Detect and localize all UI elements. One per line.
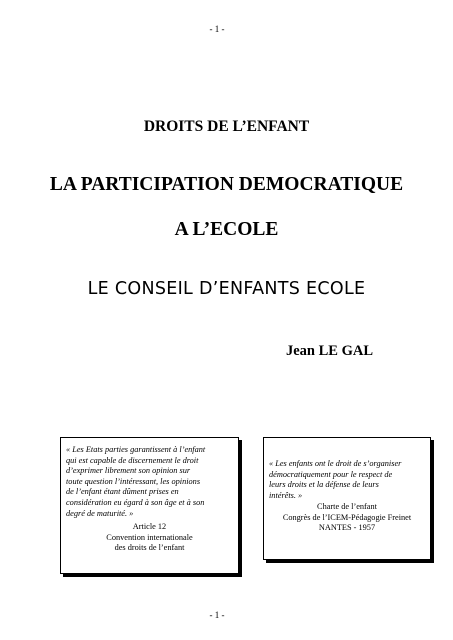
quote-left-line: d’exprimer librement son opinion sur [66, 466, 191, 476]
quote-right-line: démocratiquement pour le respect de [269, 469, 393, 479]
title-line-1: LA PARTICIPATION DEMOCRATIQUE [49, 174, 404, 195]
quote-right-line: intérêts. » [269, 490, 303, 500]
quote-box-right [263, 437, 431, 560]
quote-left-line: considération eu égard à son âge et à son [66, 497, 205, 507]
quote-left-source: des droits de l’enfant [114, 543, 185, 553]
page-number-top: - 1 - [209, 24, 225, 34]
quote-left-line: de l’enfant étant dûment prises en [66, 487, 179, 497]
quote-left-source: Article 12 [132, 522, 167, 531]
document-heading: DROITS DE L’ENFANT [143, 118, 310, 135]
quote-right-source: NANTES - 1957 [318, 523, 376, 533]
page-number-bottom: - 1 - [209, 610, 225, 620]
quote-left-line: degré de maturité. » [66, 508, 134, 518]
quote-right-source: Congrès de l’ICEM-Pédagogie Freinet [282, 512, 412, 522]
quote-left-line: toute question l’intéressant, les opinions [66, 476, 201, 486]
quote-left-line: qui est capable de discernement le droit [66, 455, 199, 465]
quote-right-source: Charte de l’enfant [317, 502, 377, 511]
quote-left-source: Convention internationale [106, 532, 193, 542]
quote-left-line: « Les Etats parties garantissent à l’enfant [66, 445, 206, 454]
quote-right-line: leurs droits et la défense de leurs [269, 480, 379, 490]
quote-right-line: « Les enfants ont le droit de s’organiser [269, 459, 402, 468]
quote-box-left [60, 437, 239, 574]
title-line-2: A L’ECOLE [174, 219, 279, 240]
document-subtitle: LE CONSEIL D’ENFANTS ECOLE [87, 279, 366, 299]
author-name: Jean LE GAL [286, 343, 374, 359]
